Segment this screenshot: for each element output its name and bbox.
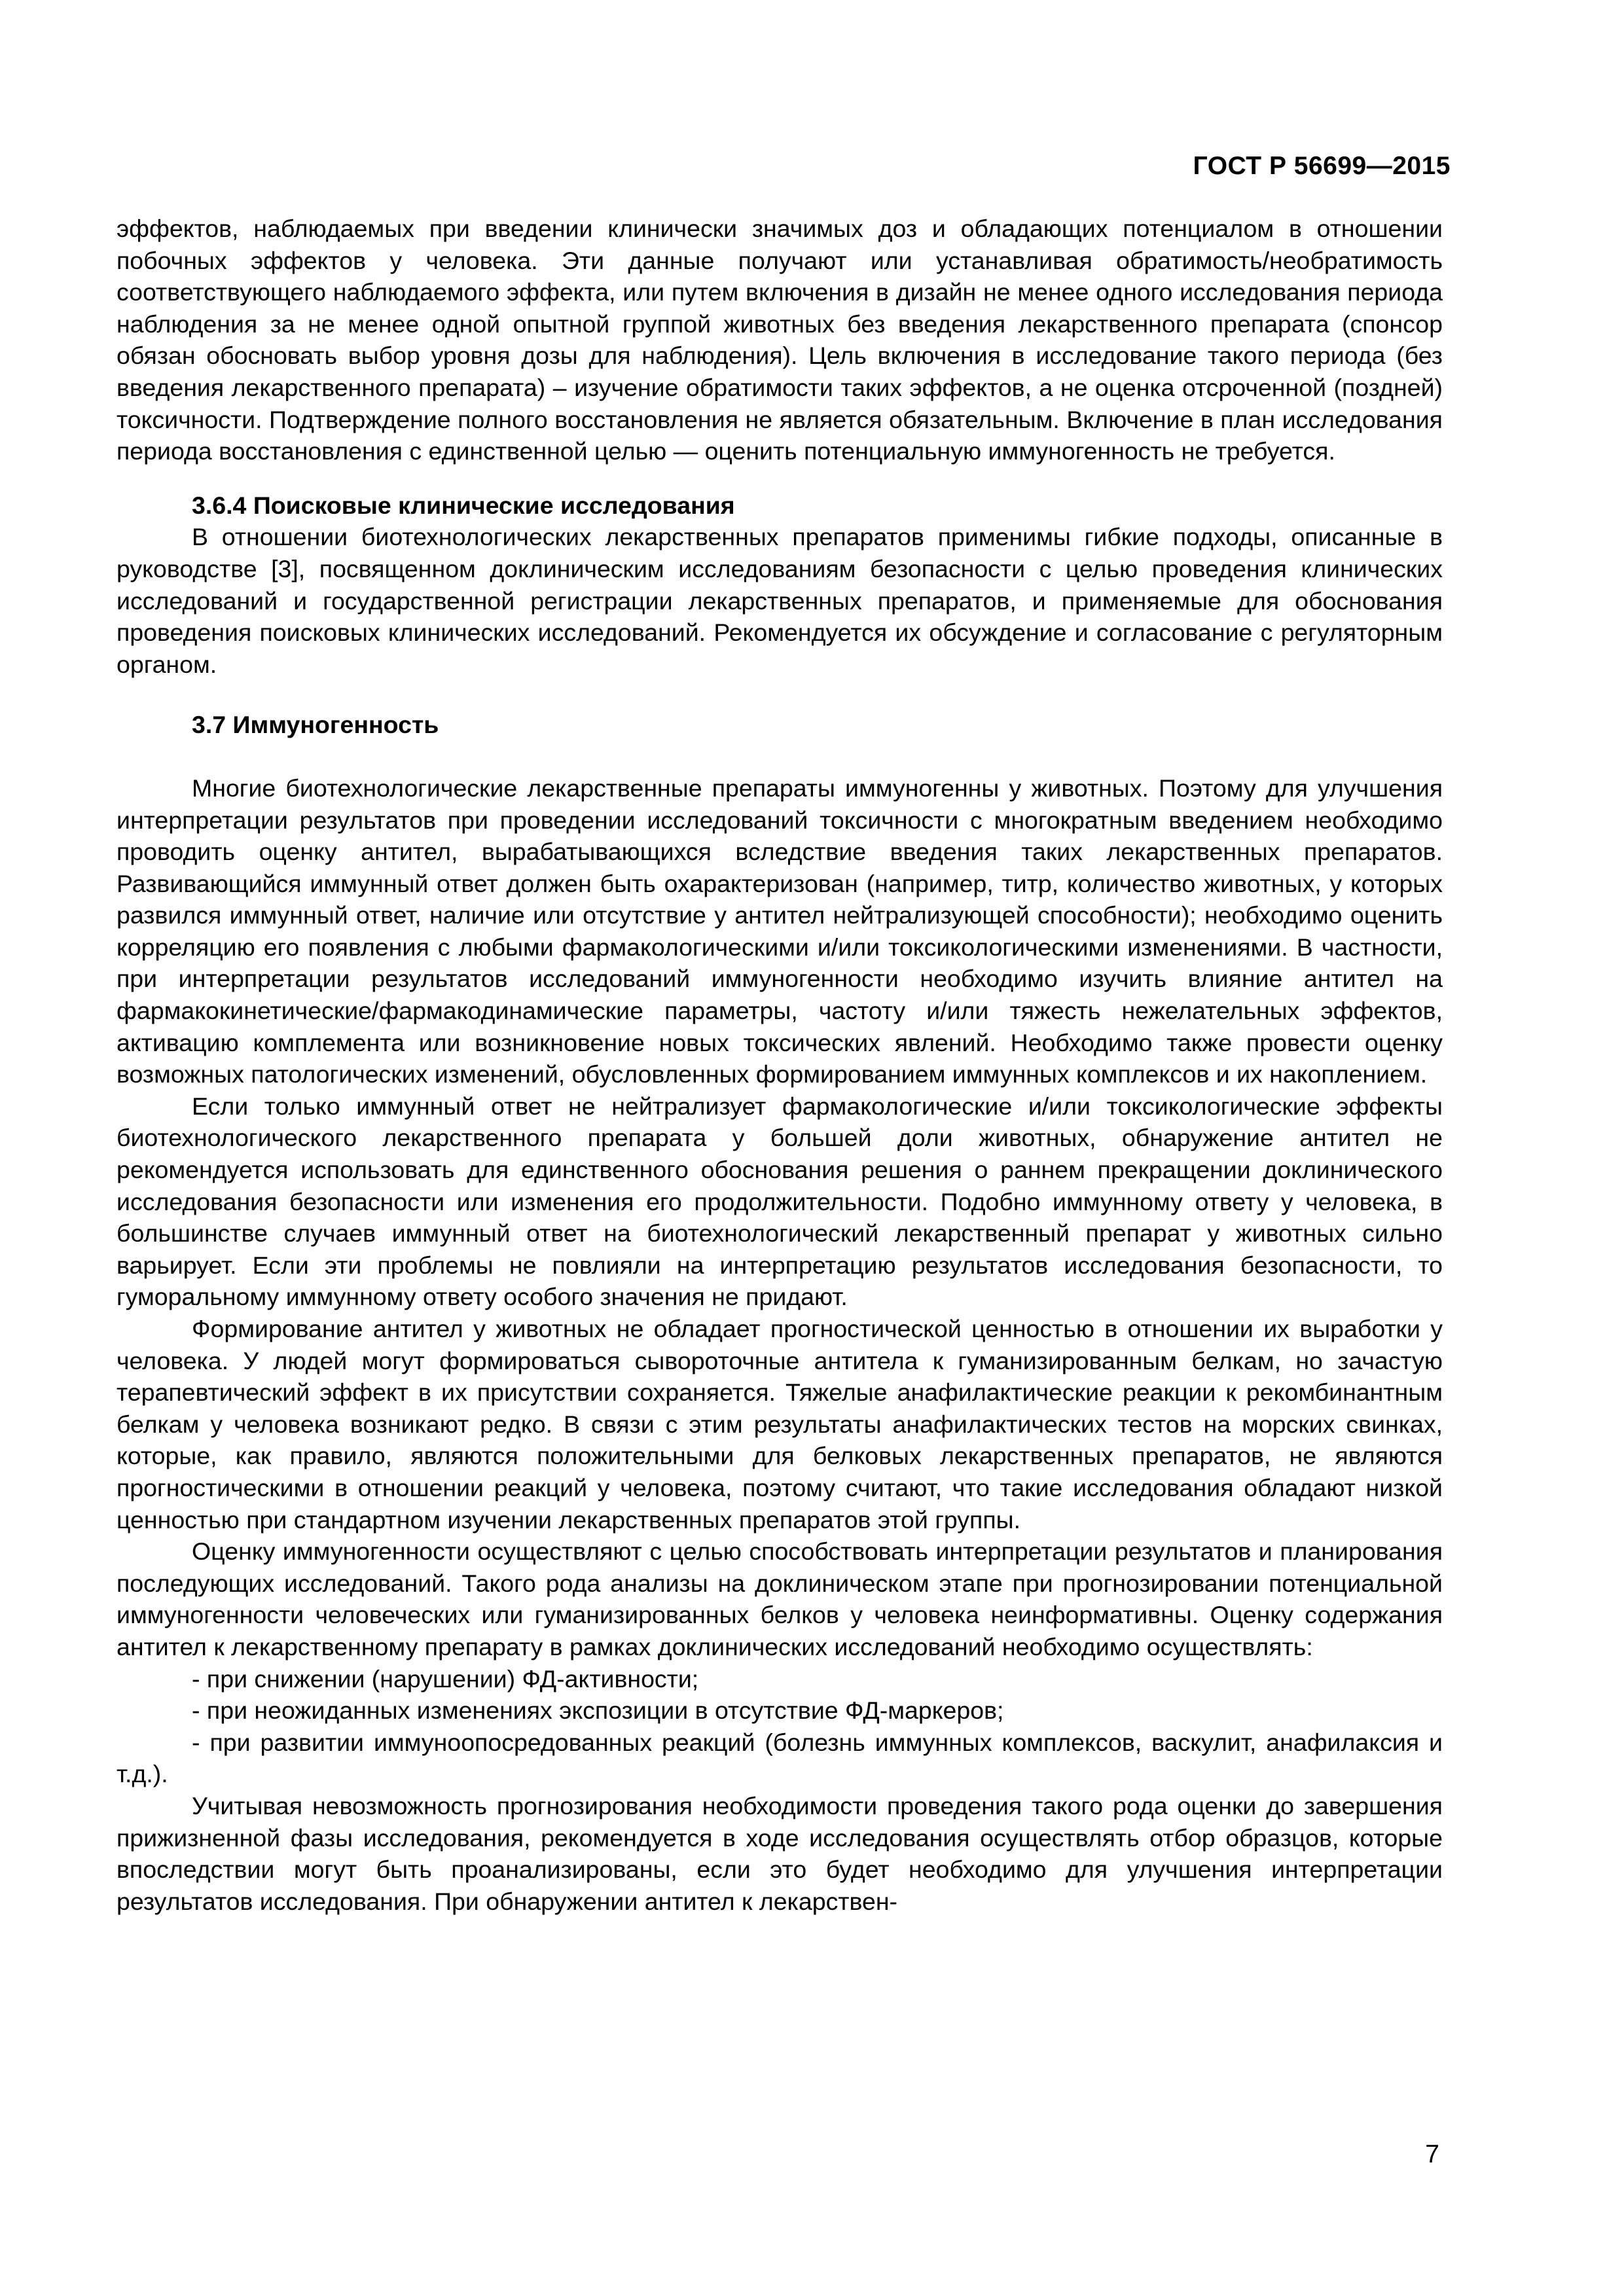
list-item: - при неожиданных изменениях экспозиции в отсутствие ФД-маркеров;	[192, 1696, 1004, 1725]
paragraph-immunogenicity-1: Многие биотехнологические лекарственные препараты иммуногенны у животных. Поэтому для улучшения интерпретации результатов при проведении исследований токсичности с многократным введением необходимо проводить оценку антител, вырабатывающихся вследствие введения таких лекарственных препаратов. Развивающийся иммунный ответ должен быть охарактеризован (например, титр, количество животных, у которых развился иммунный ответ, наличие или отсутствие у антител нейтрализующей способности); необходимо оценить корреляцию его появления с любыми фармакологическими и/или токсикологическими изменениями. В частности, при интерпретации результатов исследований иммуногенности необходимо изучить влияние антител на фармакокинетические/фармакодинамические параметры, частоту и/или тяжесть нежелательных эффектов, активацию комплемента или возникновение новых токсических явлений. Необходимо также провести оценку возможных патологических изменений, обусловленных формированием иммунных комплексов и их накоплением.	[117, 774, 1443, 1088]
document-id-header: ГОСТ Р 56699—2015	[1193, 152, 1451, 180]
section-heading-3-7: 3.7 Иммуногенность	[192, 711, 439, 739]
paragraph-exploratory-trials: В отношении биотехнологических лекарственных препаратов применимы гибкие подходы, описанные в руководстве [3], посвященном доклиническим исследованиям безопасности с целью проведения клинических исследований и государственной регистрации лекарственных препаратов, и применяемые для обоснования проведения поисковых клинических исследований. Рекомендуется их обсуждение и согласование с регуляторным органом.	[117, 523, 1443, 678]
list-item: - при развитии иммуноопосредованных реакций (болезнь иммунных комплексов, васкулит, анафилаксия и т.д.).	[117, 1728, 1443, 1788]
paragraph-immunogenicity-3: Формирование антител у животных не обладает прогностической ценностью в отношении их выработки у человека. У людей могут формироваться сывороточные антитела к гуманизированным белкам, но зачастую терапевтический эффект в их присутствии сохраняется. Тяжелые анафилактические реакции к рекомбинантным белкам у человека возникают редко. В связи с этим результаты анафилактических тестов на морских свинках, которые, как правило, являются положительными для белковых лекарственных препаратов, не являются прогностическими в отношении реакций у человека, поэтому считают, что такие исследования обладают низкой ценностью при стандартном изучении лекарственных препаратов этой группы.	[117, 1315, 1443, 1534]
paragraph-continued: эффектов, наблюдаемых при введении клинически значимых доз и обладающих потенциалом в отношении побочных эффектов у человека. Эти данные получают или устанавливая обратимость/необратимость соответствующего наблюдаемого эффекта, или путем включения в дизайн не менее одного исследования периода наблюдения за не менее одной опытной группой животных без введения лекарственного препарата (спонсор обязан обосновать выбор уровня дозы для наблюдения). Цель включения в исследование такого периода (без введения лекарственного препарата) – изучение обратимости таких эффектов, а не оценка отсроченной (поздней) токсичности. Подтверждение полного восстановления не является обязательным. Включение в план исследования периода восстановления с единственной целью — оценить потенциальную иммуногенность не требуется.	[117, 215, 1443, 465]
page-number: 7	[1425, 2140, 1439, 2168]
section-heading-3-6-4: 3.6.4 Поисковые клинические исследования	[192, 491, 735, 519]
paragraph-immunogenicity-2: Если только иммунный ответ не нейтрализует фармакологические и/или токсикологические эффекты биотехнологического лекарственного препарата у большей доли животных, обнаружение антител не рекомендуется использовать для единственного обоснования решения о раннем прекращении доклинического исследования безопасности или изменения его продолжительности. Подобно иммунному ответу у человека, в большинстве случаев иммунный ответ на биотехнологический лекарственный препарат у животных сильно варьирует. Если эти проблемы не повлияли на интерпретацию результатов исследования безопасности, то гуморальному иммунному ответу особого значения не придают.	[117, 1092, 1443, 1311]
page-content	[117, 213, 1443, 1917]
paragraph-immunogenicity-closing: Учитывая невозможность прогнозирования необходимости проведения такого рода оценки до завершения прижизненной фазы исследования, рекомендуется в ходе исследования осуществлять отбор образцов, которые впоследствии могут быть проанализированы, если это будет необходимо для улучшения интерпретации результатов исследования. При обнаружении антител к лекарствен-	[117, 1791, 1443, 1915]
paragraph-immunogenicity-4: Оценку иммуногенности осуществляют с целью способствовать интерпретации результатов и планирования последующих исследований. Такого рода анализы на доклиническом этапе при прогнозировании потенциальной иммуногенности человеческих или гуманизированных белков у человека неинформативны. Оценку содержания антител к лекарственному препарату в рамках доклинических исследований необходимо осуществлять:	[117, 1537, 1443, 1660]
list-item: - при снижении (нарушении) ФД-активности;	[192, 1664, 699, 1693]
